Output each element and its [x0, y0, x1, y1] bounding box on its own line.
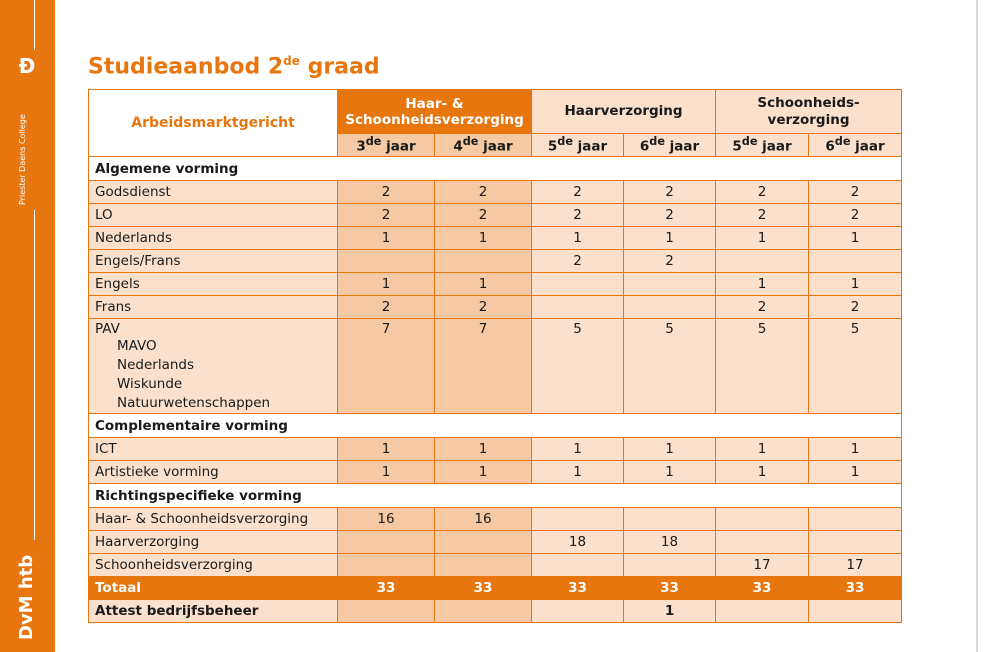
table-cell: 2	[809, 204, 902, 227]
header-group: Haar- & Schoonheidsverzorging	[338, 90, 532, 134]
table-cell: 2	[624, 250, 716, 273]
table-cell: 1	[435, 227, 532, 250]
table-cell: 17	[809, 554, 902, 577]
table-cell: 1	[532, 227, 624, 250]
table-cell	[624, 554, 716, 577]
table-cell	[435, 554, 532, 577]
table-row	[89, 438, 902, 461]
sidebar	[0, 0, 55, 652]
table-cell	[716, 600, 809, 623]
table-cell	[809, 250, 902, 273]
table-cell: 2	[338, 181, 435, 204]
table-row	[89, 204, 902, 227]
table-cell: 33	[338, 577, 435, 600]
study-table	[88, 89, 902, 623]
row-label: Totaal	[89, 577, 338, 600]
table-cell	[532, 554, 624, 577]
table-row	[89, 227, 902, 250]
row-label: Haar- & Schoonheidsverzorging	[89, 508, 338, 531]
table-cell: 1	[716, 438, 809, 461]
table-cell	[624, 296, 716, 319]
section-heading: Richtingspecifieke vorming	[89, 484, 902, 508]
year-header: 6de jaar	[624, 134, 716, 157]
table-cell: 33	[532, 577, 624, 600]
row-label: PAV MAVO Nederlands Wiskunde Natuurwetenschappen	[89, 319, 338, 414]
sub-label: Wiskunde	[117, 376, 183, 392]
table-row	[89, 296, 902, 319]
table-cell	[532, 273, 624, 296]
table-cell: 33	[809, 577, 902, 600]
table-cell: 1	[338, 227, 435, 250]
table-cell: 2	[532, 181, 624, 204]
table-cell	[338, 600, 435, 623]
table-cell	[716, 250, 809, 273]
school-logo-icon: Ð	[18, 54, 36, 78]
table-cell: 2	[716, 296, 809, 319]
year-header: 5de jaar	[716, 134, 809, 157]
table-cell: 1	[809, 461, 902, 484]
table-cell: 1	[338, 438, 435, 461]
table-cell: 2	[716, 204, 809, 227]
table-row	[89, 508, 902, 531]
table-cell: 1	[809, 273, 902, 296]
table-cell	[435, 250, 532, 273]
table-cell: 2	[624, 181, 716, 204]
table-cell: 1	[338, 273, 435, 296]
table-cell	[716, 508, 809, 531]
table-cell	[809, 600, 902, 623]
table-cell: 33	[435, 577, 532, 600]
row-label: Godsdienst	[89, 181, 338, 204]
table-cell: 7	[338, 319, 435, 414]
row-label: ICT	[89, 438, 338, 461]
table-row	[89, 600, 902, 623]
sidebar-rule	[34, 0, 35, 50]
table-cell: 18	[624, 531, 716, 554]
table-row	[89, 273, 902, 296]
table-row	[89, 554, 902, 577]
table-cell: 33	[716, 577, 809, 600]
table-cell: 2	[624, 204, 716, 227]
table-cell: 1	[716, 227, 809, 250]
table-cell: 1	[716, 273, 809, 296]
row-label: Attest bedrijfsbeheer	[89, 600, 338, 623]
table-cell	[809, 531, 902, 554]
table-cell	[809, 508, 902, 531]
table-cell	[338, 250, 435, 273]
page-title: Studieaanbod 2de graad	[88, 54, 380, 80]
table-cell	[338, 531, 435, 554]
table-cell: 5	[716, 319, 809, 414]
row-label: Engels/Frans	[89, 250, 338, 273]
table-cell: 33	[624, 577, 716, 600]
table-cell	[435, 600, 532, 623]
table-row	[89, 531, 902, 554]
table-cell: 16	[435, 508, 532, 531]
table-cell: 2	[435, 296, 532, 319]
table-row	[89, 250, 902, 273]
year-header: 3de jaar	[338, 134, 435, 157]
header-group: Haarverzorging	[532, 90, 716, 134]
page-edge-rule	[976, 0, 978, 652]
section-heading: Algemene vorming	[89, 157, 902, 181]
row-label: Nederlands	[89, 227, 338, 250]
table-cell: 1	[624, 600, 716, 623]
row-label: Artistieke vorming	[89, 461, 338, 484]
table-cell	[338, 554, 435, 577]
row-label: Engels	[89, 273, 338, 296]
row-label: Frans	[89, 296, 338, 319]
table-cell: 2	[435, 204, 532, 227]
table-row	[89, 181, 902, 204]
table-cell: 5	[809, 319, 902, 414]
table-cell	[624, 508, 716, 531]
table-cell: 17	[716, 554, 809, 577]
table-cell: 5	[532, 319, 624, 414]
table-cell: 1	[624, 461, 716, 484]
row-label: LO	[89, 204, 338, 227]
row-label: Haarverzorging	[89, 531, 338, 554]
table-cell: 2	[809, 296, 902, 319]
table-cell: 2	[532, 204, 624, 227]
table-cell	[624, 273, 716, 296]
table-cell	[532, 600, 624, 623]
table-cell: 2	[338, 204, 435, 227]
section-heading: Complementaire vorming	[89, 414, 902, 438]
year-header: 5de jaar	[532, 134, 624, 157]
table-cell	[532, 296, 624, 319]
header-group: Schoonheids- verzorging	[716, 90, 902, 134]
table-cell: 1	[435, 273, 532, 296]
table-cell: 1	[532, 461, 624, 484]
sidebar-rule	[34, 210, 35, 540]
table-cell: 1	[624, 227, 716, 250]
year-header: 6de jaar	[809, 134, 902, 157]
table-cell: 1	[809, 227, 902, 250]
year-header: 4de jaar	[435, 134, 532, 157]
table-cell: 1	[532, 438, 624, 461]
table-cell: 2	[716, 181, 809, 204]
table-cell: 18	[532, 531, 624, 554]
sub-label: MAVO	[117, 338, 157, 354]
table-cell: 1	[716, 461, 809, 484]
row-label: Schoonheidsverzorging	[89, 554, 338, 577]
sub-label: Natuurwetenschappen	[117, 395, 271, 411]
table-cell: 7	[435, 319, 532, 414]
table-cell: 2	[435, 181, 532, 204]
table-cell: 2	[532, 250, 624, 273]
table-cell: 5	[624, 319, 716, 414]
table-cell: 1	[338, 461, 435, 484]
table-cell	[435, 531, 532, 554]
table-cell	[532, 508, 624, 531]
total-row	[89, 577, 902, 600]
table-cell: 1	[435, 438, 532, 461]
table-cell: 2	[809, 181, 902, 204]
table-cell: 16	[338, 508, 435, 531]
sub-label: Nederlands	[117, 357, 195, 373]
table-cell: 1	[624, 438, 716, 461]
table-cell: 1	[809, 438, 902, 461]
table-cell: 2	[338, 296, 435, 319]
brand-label: DvM htb	[16, 554, 37, 640]
header-first: Arbeidsmarktgericht	[89, 90, 338, 157]
table-cell: 1	[435, 461, 532, 484]
school-name: Priester Daens College	[18, 114, 27, 205]
table-row	[89, 461, 902, 484]
table-row	[89, 319, 902, 414]
table-cell	[716, 531, 809, 554]
